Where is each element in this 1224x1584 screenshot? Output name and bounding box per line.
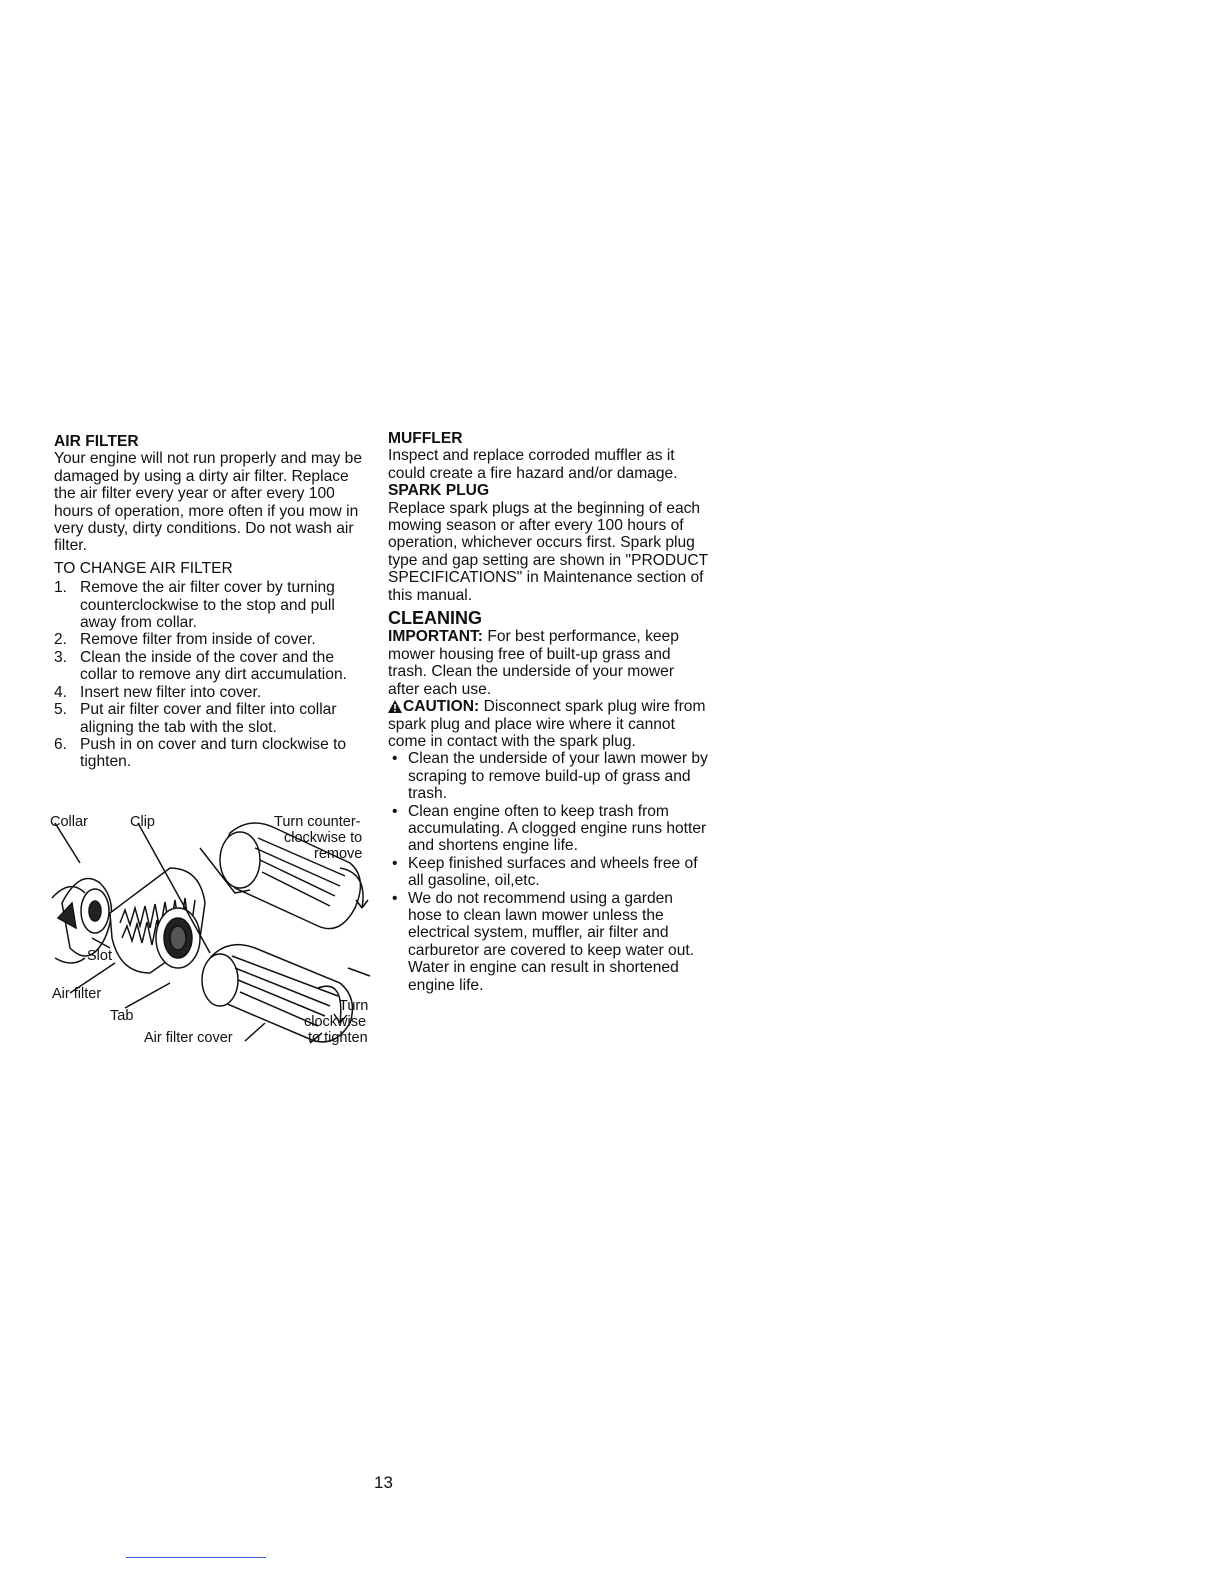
turn-clockwise-label-2: clockwise xyxy=(304,1014,367,1030)
air-filter-heading: AIR FILTER xyxy=(54,433,139,450)
air-filter-steps xyxy=(54,579,370,770)
caution-text: Disconnect spark plug wire from spark plug and place wire where it cannot come in contact with the spark plug. xyxy=(388,698,706,750)
maintenance-right-column xyxy=(388,430,708,994)
muffler-heading: MUFFLER xyxy=(388,430,463,447)
page-number: 13 xyxy=(374,1473,393,1492)
air-filter-intro: Your engine will not run properly and may be damaged by using a dirty air filter. Replace the air filter every year or after every 100 hours of operation, more often if you mow in very dusty, dirty conditions. Do not wash air filter. xyxy=(54,450,363,555)
collar-label: Collar xyxy=(50,814,88,830)
air-filter-cover-label: Air filter cover xyxy=(144,1030,233,1046)
warning-icon xyxy=(388,700,402,713)
caution-note xyxy=(388,698,708,750)
clip-label: Clip xyxy=(130,814,155,830)
air-filter-section xyxy=(54,433,370,771)
cleaning-heading: CLEANING xyxy=(388,608,482,629)
step-item: 4. Insert new filter into cover. xyxy=(54,683,262,701)
list-item: • Clean the underside of your lawn mower by scraping to remove build-up of grass and trash. xyxy=(392,750,708,803)
step-item: 6. Push in on cover and turn clockwise to tighten. xyxy=(54,735,347,771)
step-item: 2. Remove filter from inside of cover. xyxy=(54,631,316,649)
important-label: IMPORTANT: xyxy=(388,628,483,646)
turn-counterclockwise-label-3: remove xyxy=(314,846,363,862)
change-air-filter-subheading: TO CHANGE AIR FILTER xyxy=(54,559,233,577)
turn-counterclockwise-label-2: clockwise to xyxy=(284,830,363,846)
step-item: 1. Remove the air filter cover by turning counterclockwise to the stop and pull away from collar. xyxy=(54,579,335,632)
spark-plug-heading: SPARK PLUG xyxy=(388,482,490,500)
turn-counterclockwise-label: Turn counter- xyxy=(274,814,361,830)
list-item: • We do not recommend using a garden hose to clean lawn mower unless the electrical system, muffler, air filter and carburetor are covered to keep water out. Water in engine can result in shortened engine life. xyxy=(392,889,695,994)
muffler-text: Inspect and replace corroded muffler as it could create a fire hazard and/or damage. xyxy=(388,447,678,482)
spark-plug-text: Replace spark plugs at the beginning of each mowing season or after every 100 hours of operation, whichever occurs first. Spark plug type and gap setting are shown in "PRODUCT SPECIFICATIONS" in Maintenance section of this manual. xyxy=(388,499,708,604)
step-item: 5. Put air filter cover and filter into collar aligning the tab with the slot. xyxy=(54,701,337,736)
air-filter-label: Air filter xyxy=(52,986,102,1002)
tab-label: Tab xyxy=(110,1008,134,1024)
step-item: 3. Clean the inside of the cover and the collar to remove any dirt accumulation. xyxy=(54,648,347,684)
important-note xyxy=(388,628,708,698)
turn-clockwise-label-3: to tighten xyxy=(308,1030,368,1046)
list-item: • Keep finished surfaces and wheels free of all gasoline, oil,etc. xyxy=(392,854,698,890)
slot-label: Slot xyxy=(87,948,112,964)
footer-divider xyxy=(126,1557,266,1558)
air-filter-illustration xyxy=(50,808,380,1053)
cleaning-tips xyxy=(388,750,708,994)
turn-clockwise-label: Turn xyxy=(339,998,369,1014)
list-item: • Clean engine often to keep trash from accumulating. A clogged engine runs hotter and shortens engine life. xyxy=(392,802,707,855)
important-text: For best performance, keep mower housing free of built-up grass and trash. Clean the underside of your mower after each use. xyxy=(388,628,679,698)
caution-label: CAUTION: xyxy=(403,698,480,716)
